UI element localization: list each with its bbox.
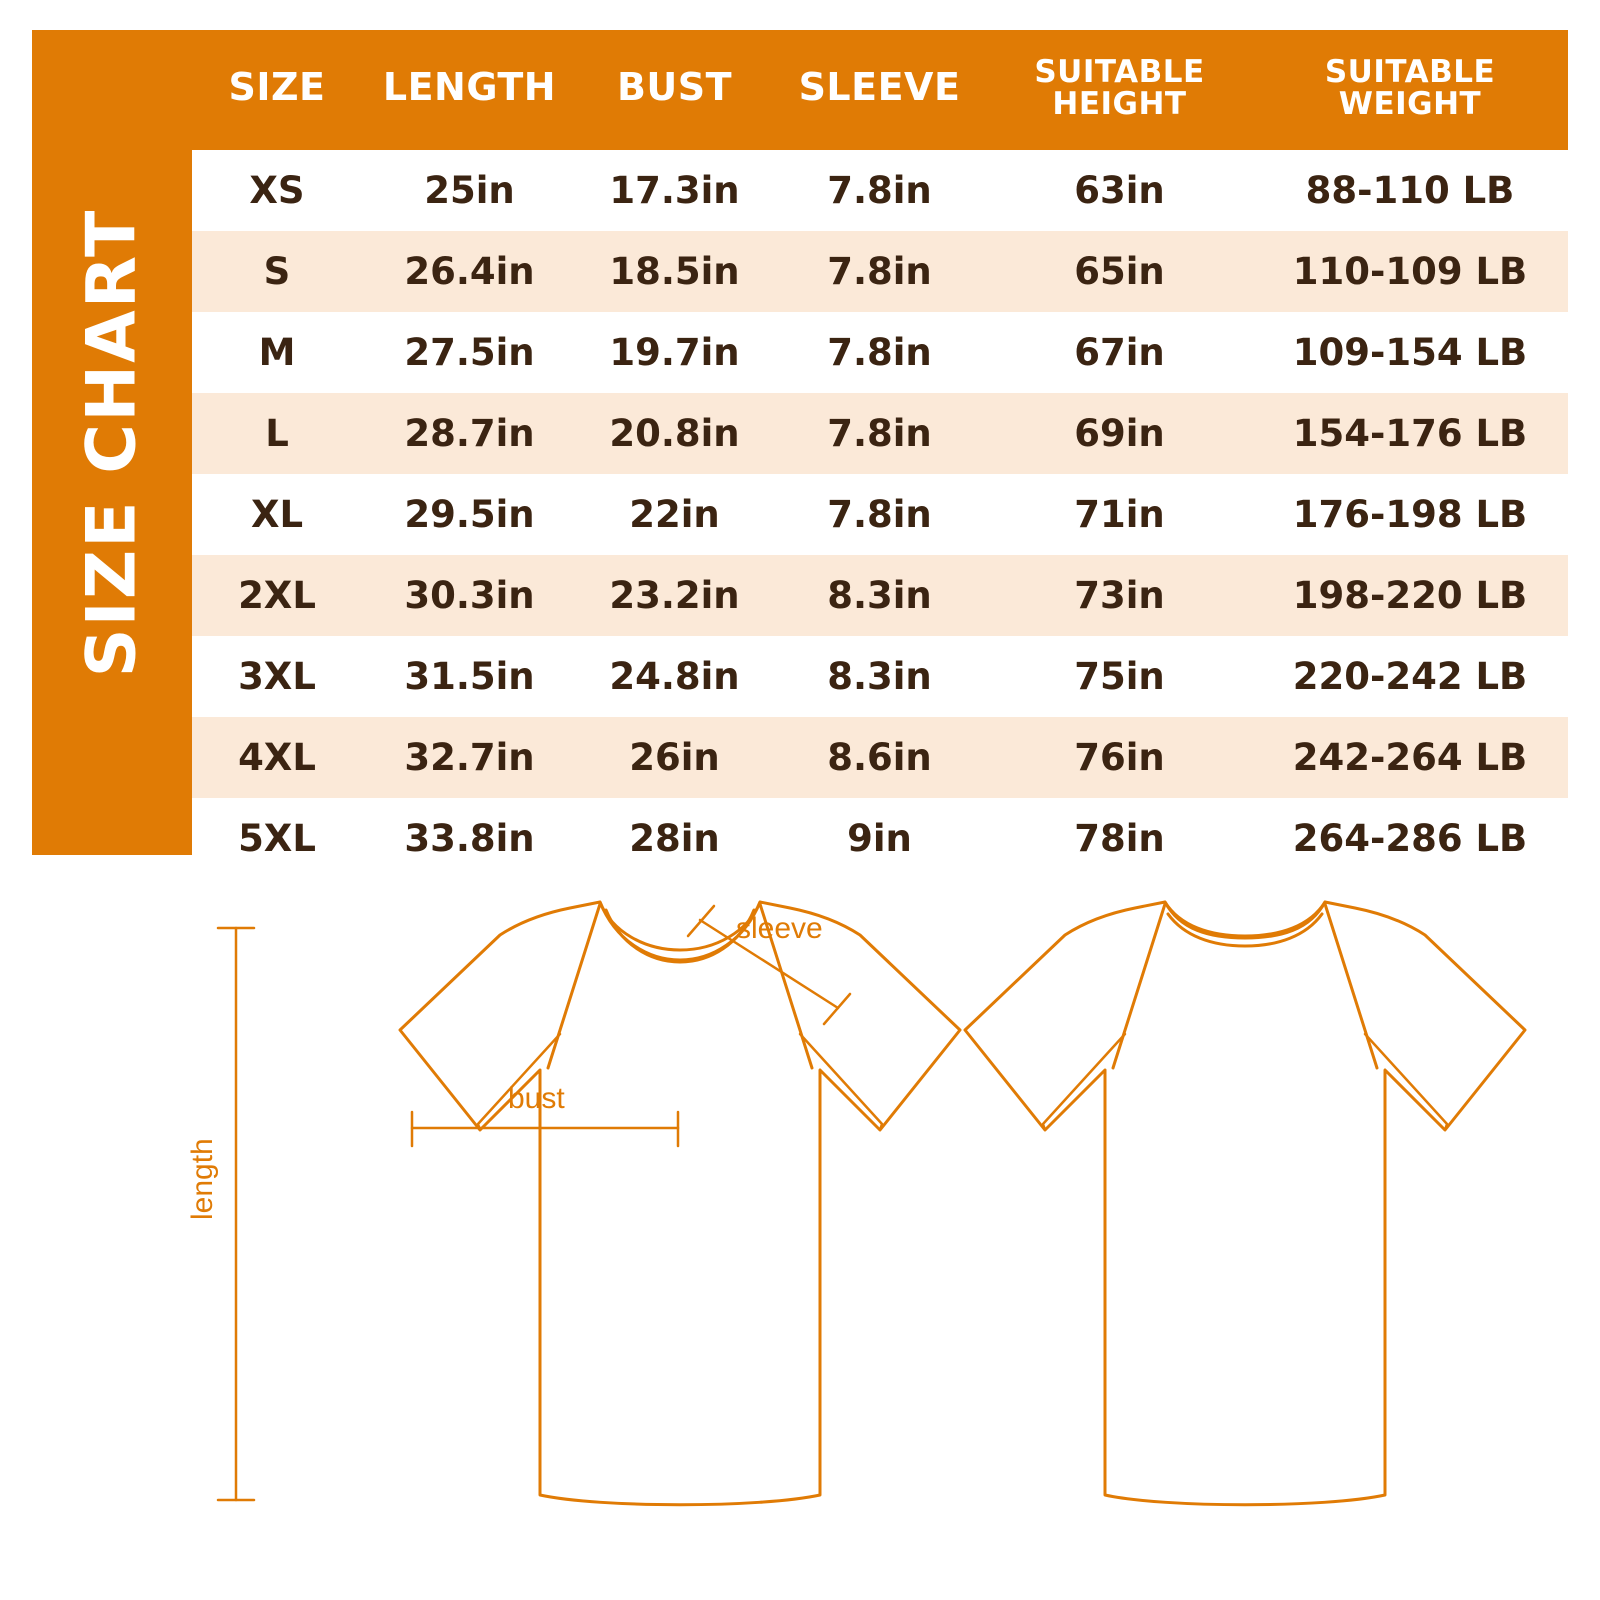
size-chart-title-column — [32, 30, 192, 855]
cell-bust: 20.8in — [577, 393, 772, 474]
cell-length: 28.7in — [362, 393, 577, 474]
cell-length: 25in — [362, 150, 577, 231]
cell-bust: 23.2in — [577, 555, 772, 636]
length-label: length — [186, 1138, 219, 1220]
cell-bust: 28in — [577, 798, 772, 879]
cell-sleeve: 8.3in — [772, 555, 987, 636]
cell-bust: 19.7in — [577, 312, 772, 393]
cell-length: 26.4in — [362, 231, 577, 312]
column-header-suitable-height — [987, 30, 1252, 150]
cell-sleeve: 7.8in — [772, 150, 987, 231]
cell-size: XS — [192, 150, 362, 231]
cell-bust: 26in — [577, 717, 772, 798]
cell-weight: 109-154 LB — [1252, 312, 1568, 393]
size-table-header — [192, 30, 1568, 150]
cell-length: 30.3in — [362, 555, 577, 636]
column-header-suitable-weight-line2: WEIGHT — [1338, 86, 1482, 122]
tshirt-measurement-diagram — [0, 880, 1600, 1580]
length-dimension-line — [218, 928, 254, 1500]
size-chart-block — [32, 30, 1568, 860]
cell-sleeve: 7.8in — [772, 231, 987, 312]
tshirt-front-illustration — [400, 902, 960, 1505]
cell-bust: 18.5in — [577, 231, 772, 312]
cell-height: 71in — [987, 474, 1252, 555]
column-header-suitable-height-line2: HEIGHT — [1052, 86, 1187, 122]
column-header-bust — [577, 30, 772, 150]
cell-size: 3XL — [192, 636, 362, 717]
cell-height: 69in — [987, 393, 1252, 474]
cell-sleeve: 8.6in — [772, 717, 987, 798]
cell-size: M — [192, 312, 362, 393]
cell-length: 31.5in — [362, 636, 577, 717]
column-header-suitable-height-line1: SUITABLE — [1034, 53, 1205, 90]
column-header-sleeve — [772, 30, 987, 150]
column-header-suitable-weight — [1252, 30, 1568, 150]
cell-weight: 242-264 LB — [1252, 717, 1568, 798]
cell-length: 29.5in — [362, 474, 577, 555]
table-row — [192, 717, 1568, 798]
cell-height: 73in — [987, 555, 1252, 636]
cell-length: 32.7in — [362, 717, 577, 798]
page-title: SIZE CHART — [72, 208, 152, 677]
cell-sleeve: 7.8in — [772, 474, 987, 555]
table-row — [192, 636, 1568, 717]
cell-height: 67in — [987, 312, 1252, 393]
cell-length: 27.5in — [362, 312, 577, 393]
size-table — [192, 30, 1568, 879]
cell-bust: 22in — [577, 474, 772, 555]
sleeve-label: sleeve — [736, 912, 823, 945]
cell-size: S — [192, 231, 362, 312]
table-row — [192, 312, 1568, 393]
table-row — [192, 555, 1568, 636]
cell-height: 76in — [987, 717, 1252, 798]
table-row — [192, 231, 1568, 312]
cell-weight: 264-286 LB — [1252, 798, 1568, 879]
cell-weight: 110-109 LB — [1252, 231, 1568, 312]
cell-height: 63in — [987, 150, 1252, 231]
column-header-bust-label: BUST — [616, 65, 733, 110]
column-header-length — [362, 30, 577, 150]
table-header-row — [192, 30, 1568, 150]
bust-label: bust — [508, 1082, 565, 1115]
cell-size: 4XL — [192, 717, 362, 798]
cell-bust: 17.3in — [577, 150, 772, 231]
cell-sleeve: 7.8in — [772, 312, 987, 393]
column-header-size — [192, 30, 362, 150]
cell-weight: 220-242 LB — [1252, 636, 1568, 717]
cell-size: 2XL — [192, 555, 362, 636]
column-header-size-label: SIZE — [228, 65, 326, 110]
column-header-sleeve-label: SLEEVE — [798, 65, 961, 110]
cell-sleeve: 7.8in — [772, 393, 987, 474]
cell-height: 78in — [987, 798, 1252, 879]
cell-weight: 198-220 LB — [1252, 555, 1568, 636]
cell-bust: 24.8in — [577, 636, 772, 717]
cell-height: 65in — [987, 231, 1252, 312]
size-table-body — [192, 150, 1568, 879]
cell-weight: 154-176 LB — [1252, 393, 1568, 474]
cell-size: XL — [192, 474, 362, 555]
cell-weight: 88-110 LB — [1252, 150, 1568, 231]
table-row — [192, 474, 1568, 555]
cell-size: 5XL — [192, 798, 362, 879]
tshirt-back-illustration — [965, 902, 1525, 1505]
cell-height: 75in — [987, 636, 1252, 717]
cell-weight: 176-198 LB — [1252, 474, 1568, 555]
table-row — [192, 798, 1568, 879]
size-table-wrapper — [192, 30, 1568, 860]
cell-length: 33.8in — [362, 798, 577, 879]
bust-dimension-line — [412, 1112, 678, 1146]
column-header-length-label: LENGTH — [382, 65, 557, 110]
cell-sleeve: 9in — [772, 798, 987, 879]
cell-size: L — [192, 393, 362, 474]
table-row — [192, 150, 1568, 231]
table-row — [192, 393, 1568, 474]
column-header-suitable-weight-line1: SUITABLE — [1324, 53, 1496, 90]
cell-sleeve: 8.3in — [772, 636, 987, 717]
